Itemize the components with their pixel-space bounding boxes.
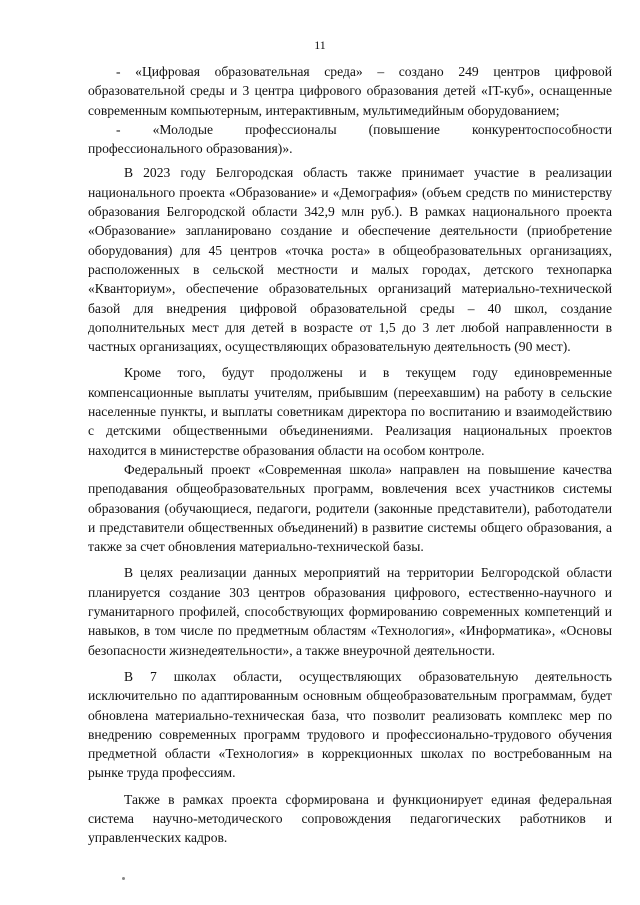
scan-speck (122, 877, 125, 880)
paragraph-education-centers: В целях реализации данных мероприятий на территории Белгородской области планируется создание 303 центров образования цифрового, естественно-научного и гуманитарного профилей, способствующих формированию современных компетенций и навыков, в том числе по предметным областям «Технология», «Информатика», «Основы безопасности жизнедеятельности», а также внеурочной деятельности. (88, 565, 612, 658)
paragraph-compensation-payments: Кроме того, будут продолжены и в текущем году единовременные компенсационные выплаты учителям, прибывшим (переехавшим) на работу в сельские населенные пункты, и выплаты советникам директора по воспитанию и взаимодействию с детскими общественными объединениями. Реализация национальных проектов находится в министерстве образования области на особом контроле. (88, 365, 612, 458)
paragraph-national-projects-2023: В 2023 году Белгородская область также принимает участие в реализации национального проекта «Образование» и «Демография» (объем средств по министерству образования Белгородской области 342,9 млн руб.). В рамках национального проекта «Образование» запланировано создание и обеспечение деятельности (приобретение оборудования) для 45 центров «точка роста» в общеобразовательных организациях, расположенных в сельской местности и малых городах, детского технопарка «Кванториум», обеспечение образовательных организаций материально-технической базой для внедрения цифровой образовательной среды – 40 школ, создание дополнительных мест для детей в возрасте от 1,5 до 3 лет любой направленности в частных организациях, осуществляющих образовательную деятельность (90 мест). (88, 165, 612, 355)
paragraph-bullet-digital-environment: - «Цифровая образовательная среда» – создано 249 центров цифровой образовательной среды и 3 центра цифрового образования детей «IT-куб», оснащенные современным компьютерным, интерактивным, мультимедийным оборудованием; (88, 64, 612, 118)
paragraph-methodical-support-system: Также в рамках проекта сформирована и функционирует единая федеральная система научно-методического сопровождения педагогических работников и управленческих кадров. (88, 791, 612, 846)
paragraph-bullet-young-professionals: - «Молодые профессионалы (повышение конкурентоспособности профессионального образования)». (88, 121, 612, 157)
paragraph-adapted-programs-schools: В 7 школах области, осуществляющих образовательную деятельность исключительно по адаптированным основным общеобразовательным программам, будет обновлена материально-техническая база, что позволит реализовать комплекс мер по внедрению современных программ трудового и профессионально-трудового обучения предметной области «Технология» в коррекционных школах по востребованным на рынке труда профессиям. (88, 668, 612, 781)
paragraph-modern-school-project: Федеральный проект «Современная школа» направлен на повышение качества преподавания общеобразовательных программ, вовлечения всех участников системы образования (обучающиеся, педагоги, родители (законные представители), работодатели и представители общественных объединений) в развитие системы общего образования, а также за счет обновления материально-технической базы. (88, 461, 612, 555)
body-text (88, 62, 612, 848)
page-number: 11 (314, 38, 326, 52)
